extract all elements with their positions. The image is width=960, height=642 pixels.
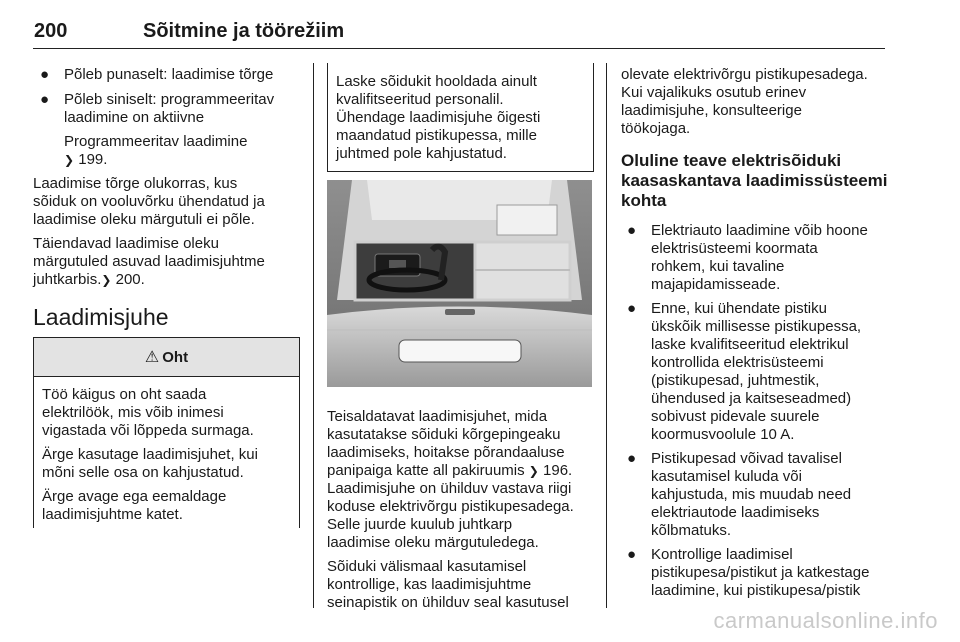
- header-rule: [33, 48, 885, 49]
- column-divider-left: [313, 63, 314, 608]
- paragraph-line: Laadimisjuhe on ühilduv vastava riigi: [327, 480, 572, 497]
- bullet-text: elektriautode laadimiseks: [651, 504, 820, 521]
- bullet-text: majapidamisseade.: [651, 276, 781, 293]
- warning-text: mõni selle osa on kahjustatud.: [42, 464, 244, 481]
- paragraph-line: Kui vajalikuks osutub erinev: [621, 84, 807, 101]
- warning-text: Ärge avage ega eemaldage: [42, 488, 227, 505]
- paragraph-line: töökojaga.: [621, 120, 691, 137]
- paragraph-line: sõiduk on vooluvõrku ühendatud ja: [33, 193, 265, 210]
- watermark: carmanualsonline.info: [713, 608, 938, 633]
- paragraph-line: Selle juurde kuulub juhtkarp: [327, 516, 513, 533]
- cross-reference-line[interactable]: [33, 271, 145, 289]
- bullet-text: Elektriauto laadimine võib hoone: [651, 222, 868, 239]
- paragraph-line: märgutuled asuvad laadimisjuhtme: [33, 253, 265, 270]
- trunk-charging-cable-photo: [327, 180, 592, 387]
- bullet-marker: ●: [627, 300, 637, 317]
- bullet-marker: ●: [40, 91, 50, 108]
- page-header: [33, 0, 885, 50]
- note-text: kvalifitseeritud personalil.: [336, 91, 504, 108]
- bullet-text: Põleb siniselt: programmeeritav: [64, 91, 275, 108]
- bullet-marker: ●: [627, 222, 637, 239]
- page-ref-icon: ❯: [528, 464, 539, 478]
- xref-page: 200.: [115, 271, 145, 288]
- paragraph-line: Sõiduki välismaal kasutamisel: [327, 558, 527, 575]
- page-ref-icon: ❯: [64, 153, 75, 167]
- page-number: 200: [34, 20, 68, 42]
- paragraph-line: koduse elektrivõrgu pistikupesadega.: [327, 498, 574, 515]
- bullet-text: Kontrollige laadimisel: [651, 546, 793, 563]
- paragraph-line: Teisaldatavat laadimisjuhet, mida: [327, 408, 548, 425]
- bullet-text: ühendused ja kaitseseadmed): [651, 390, 852, 407]
- bullet-text: Enne, kui ühendate pistiku: [651, 300, 827, 317]
- warning-triangle-icon: ⚠: [144, 347, 160, 366]
- paragraph-line: Täiendavad laadimise oleku: [33, 235, 219, 252]
- subsection-heading: kaasaskantava laadimissüsteemi: [621, 171, 888, 190]
- note-text: juhtmed pole kahjustatud.: [336, 145, 507, 162]
- bullet-text: kahjustuda, mis muudab need: [651, 486, 852, 503]
- paragraph-line: kasutatakse sõiduki kõrgepingeaku: [327, 426, 561, 443]
- bullet-text: (pistikupesad, juhtmestik,: [651, 372, 820, 389]
- bullet-text: koormusvoolule 10 A.: [651, 426, 795, 443]
- paragraph-line: laadimiseks, hoitakse põrandaaluse: [327, 444, 565, 461]
- bullet-text: Põleb punaselt: laadimise tõrge: [64, 66, 274, 83]
- bullet-text: rohkem, kui tavaline: [651, 258, 785, 275]
- paragraph-line: seinapistik on ühilduv seal kasutusel: [327, 594, 569, 611]
- subsection-heading: Oluline teave elektrisõiduki: [621, 151, 842, 170]
- note-text: Laske sõidukit hooldada ainult: [336, 73, 537, 90]
- bullet-text: Pistikupesad võivad tavalisel: [651, 450, 842, 467]
- warning-text: Töö käigus on oht saada: [42, 386, 207, 403]
- xref-page: 199.: [78, 151, 108, 168]
- note-text: Ühendage laadimisjuhe õigesti: [336, 109, 541, 126]
- bullet-text: kontrollida elektrisüsteemi: [651, 354, 824, 371]
- cross-reference-link[interactable]: [64, 151, 107, 169]
- paragraph-line: laadimisjuhe, konsulteerige: [621, 102, 802, 119]
- paragraph-line: Laadimise tõrge olukorras, kus: [33, 175, 238, 192]
- bullet-text: pistikupesa/pistikut ja katkestage: [651, 564, 870, 581]
- bullet-text: kõlbmatuks.: [651, 522, 732, 539]
- paragraph-line: kontrollige, kas laadimisjuhtme: [327, 576, 532, 593]
- warning-text: elektrilöök, mis võib inimesi: [42, 404, 224, 421]
- note-text: maandatud pistikupessa, mille: [336, 127, 537, 144]
- warning-text: laadimisjuhtme katet.: [42, 506, 183, 523]
- warning-text: Ärge kasutage laadimisjuhet, kui: [42, 446, 258, 463]
- page-title: Sõitmine ja töörežiim: [143, 20, 345, 42]
- page-ref-icon: ❯: [101, 273, 112, 287]
- xref-prefix: panipaiga katte all pakiruumis: [327, 462, 525, 479]
- column-divider-right: [606, 63, 607, 608]
- paragraph-line: laadimise oleku märgutuli ei põle.: [33, 211, 255, 228]
- bullet-text: laske kvalifitseeritud elektrikul: [651, 336, 849, 353]
- sub-para-text: Programmeeritav laadimine: [64, 133, 248, 150]
- section-heading: Laadimisjuhe: [33, 304, 169, 330]
- xref-prefix: juhtkarbis.: [33, 271, 102, 288]
- paragraph-line: olevate elektrivõrgu pistikupesadega.: [621, 66, 868, 83]
- paragraph-line: laadimise oleku märgutuledega.: [327, 534, 539, 551]
- bullet-text: elektrisüsteemi koormata: [651, 240, 818, 257]
- xref-page: 196.: [543, 462, 573, 479]
- bullet-marker: ●: [627, 546, 637, 563]
- warning-label: Oht: [162, 349, 189, 366]
- note-box: [327, 63, 594, 172]
- subsection-heading: kohta: [621, 191, 667, 210]
- cross-reference-line[interactable]: [327, 462, 572, 480]
- bullet-text: laadimine on aktiivne: [64, 109, 205, 126]
- warning-text: vigastada või lõppeda surmaga.: [42, 422, 254, 439]
- warning-box: [33, 337, 300, 528]
- warning-header: [34, 338, 299, 377]
- bullet-marker: ●: [627, 450, 637, 467]
- bullet-text: kasutamisel kuluda või: [651, 468, 802, 485]
- bullet-text: sobivust pidevale suurele: [651, 408, 820, 425]
- bullet-marker: ●: [40, 66, 50, 83]
- bullet-text: laadimine, kui pistikupesa/pistik: [651, 582, 861, 599]
- bullet-text: ükskõik millisesse pistikupessa,: [651, 318, 862, 335]
